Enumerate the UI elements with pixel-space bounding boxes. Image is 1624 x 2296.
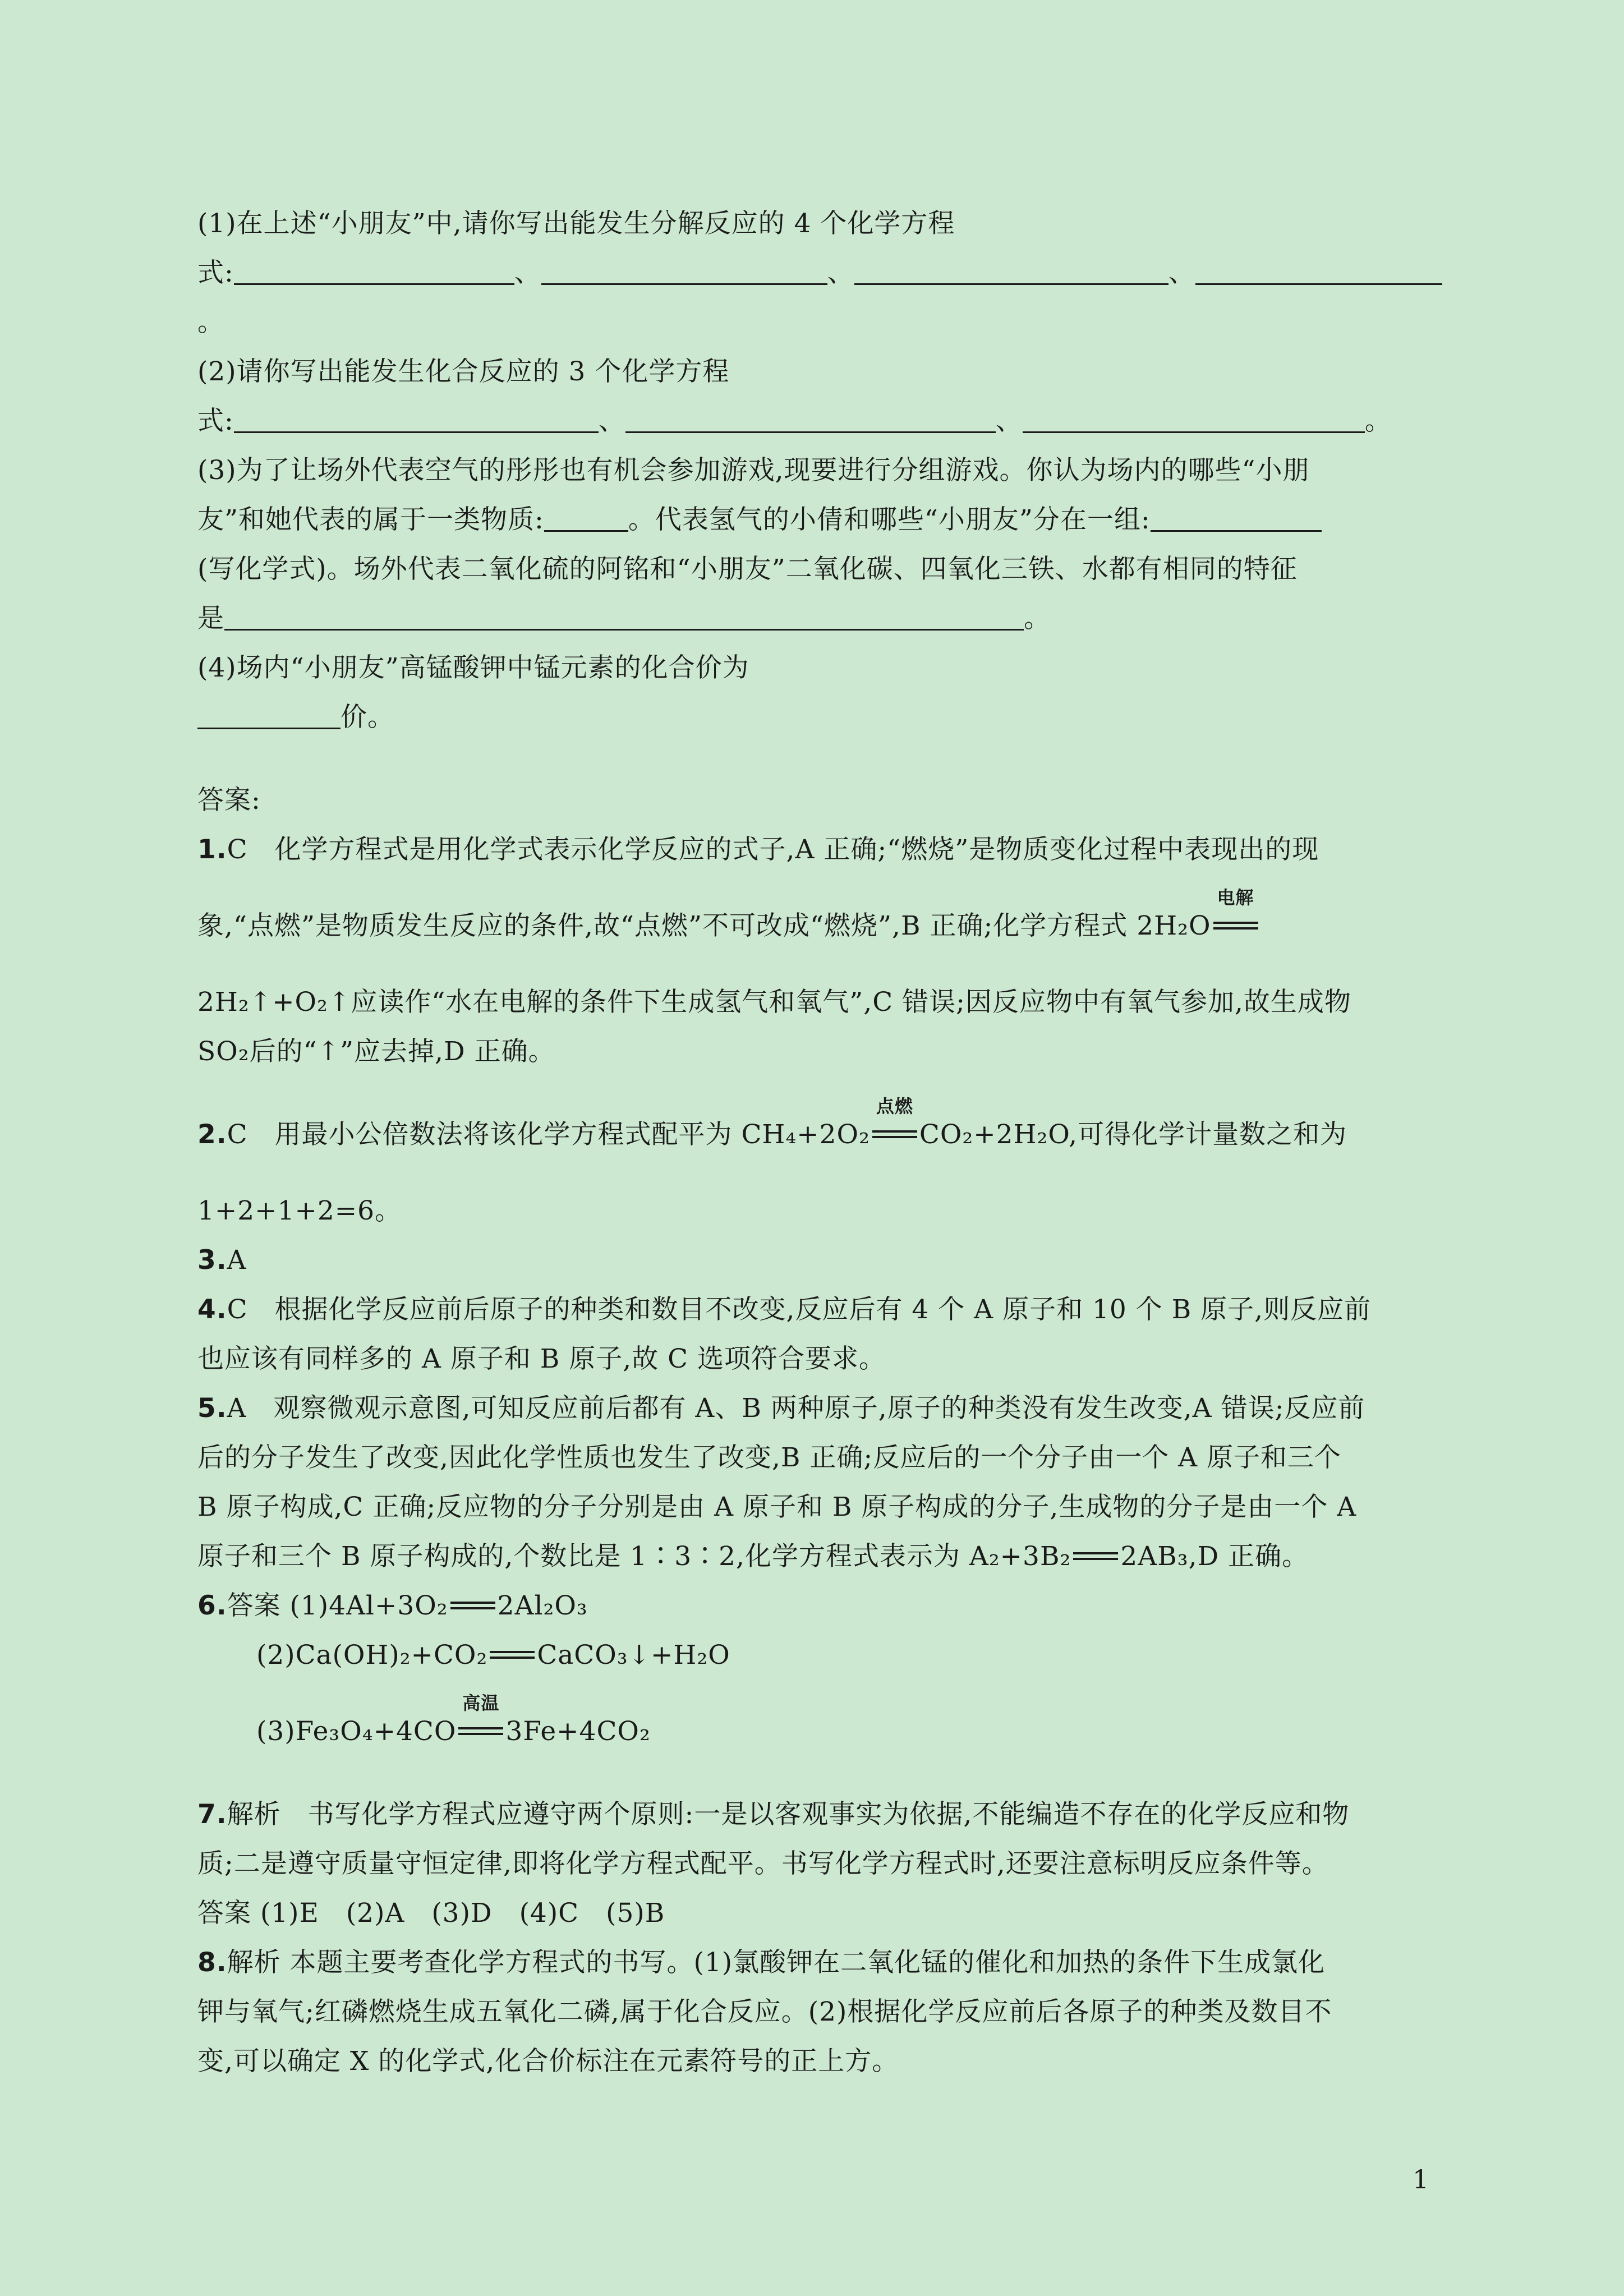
answer-7-line3: 答案 (1)E (2)A (3)D (4)C (5)B	[197, 1898, 665, 1929]
answer-5: 5.A 观察微观示意图,可知反应前后都有 A、B 两种原子,原子的种类没有发生改变,A 错误;反应前	[197, 1393, 1365, 1424]
answer-7-line2: 质;二是遵守质量守恒定律,即将化学方程式配平。书写化学方程式时,还要注意标明反应条件等。	[197, 1848, 1329, 1879]
answer-2: 2.C 用最小公倍数法将该化学方程式配平为 CH₄+2O₂ 点燃 CO₂+2H₂O,可得化学计量数之和为	[197, 1096, 1347, 1150]
answer-1-line2: 象,“点燃”是物质发生反应的条件,故“点燃”不可改成“燃烧”,B 正确;化学方程式 2H₂O 电解	[197, 901, 1429, 951]
answer-blank[interactable]	[1151, 499, 1322, 532]
question-4: (4)场内“小朋友”高锰酸钾中锰元素的化合价为	[197, 652, 749, 683]
reaction-equals-sign	[449, 1589, 496, 1617]
reaction-equals-sign: 高温	[457, 1714, 504, 1742]
answer-blank[interactable]	[854, 252, 1168, 285]
answer-1-line3: 2H₂↑+O₂↑应读作“水在电解的条件下生成氢气和氧气”,C 错误;因反应物中有氧气参加,故生成物	[197, 987, 1351, 1018]
reaction-equals-sign	[489, 1638, 536, 1666]
answer-5-line4: 原子和三个 B 原子构成的,个数比是 1∶3∶2,化学方程式表示为 A₂+3B₂ 2AB₃,D 正确。	[197, 1532, 1429, 1581]
answer-1-line4: SO₂后的“↑”应去掉,D 正确。	[197, 1036, 555, 1067]
answer-4-line2: 也应该有同样多的 A 原子和 B 原子,故 C 选项符合要求。	[197, 1343, 886, 1374]
answer-8-line2: 钾与氧气;红磷燃烧生成五氧化二磷,属于化合反应。(2)根据化学反应前后各原子的种类及数目不	[197, 1996, 1332, 2027]
answer-blank[interactable]	[234, 252, 514, 285]
question-3-line2: 友”和她代表的属于一类物质: 。代表氢气的小倩和哪些“小朋友”分在一组:	[197, 495, 1429, 545]
reaction-equals-sign: 点燃	[871, 1117, 918, 1145]
answer-blank[interactable]	[1195, 252, 1442, 285]
answer-5-line3: B 原子构成,C 正确;反应物的分子分别是由 A 原子和 B 原子构成的分子,生成物的分子是由一个 A	[197, 1492, 1357, 1522]
reaction-equals-sign	[1072, 1539, 1119, 1567]
answer-8-line3: 变,可以确定 X 的化学式,化合价标注在元素符号的正上方。	[197, 2046, 899, 2077]
answer-blank[interactable]	[625, 400, 996, 433]
answer-3: 3.A	[197, 1245, 247, 1276]
answer-6-eq3: (3)Fe₃O₄+4CO 高温 3Fe+4CO₂	[256, 1692, 651, 1747]
question-3-line4: 是 。	[197, 594, 1429, 643]
answer-blank[interactable]	[544, 499, 628, 532]
answers-heading: 答案:	[197, 785, 261, 816]
reaction-equals-sign: 电解	[1212, 909, 1259, 937]
question-1-end: 。	[197, 307, 224, 338]
answer-blank[interactable]	[224, 597, 1024, 631]
answer-5-line2: 后的分子发生了改变,因此化学性质也发生了改变,B 正确;反应后的一个分子由一个 A 原子和三个	[197, 1442, 1342, 1473]
page-number: 1	[1413, 2164, 1429, 2194]
answer-blank[interactable]	[197, 696, 341, 729]
question-2-blanks: 式: 、 、 。	[197, 397, 1429, 446]
question-2: (2)请你写出能发生化合反应的 3 个化学方程	[197, 356, 730, 387]
answer-4: 4.C 根据化学反应前后原子的种类和数目不改变,反应后有 4 个 A 原子和 10 个 B 原子,则反应前	[197, 1294, 1372, 1325]
answer-7: 7.解析 书写化学方程式应遵守两个原则:一是以客观事实为依据,不能编造不存在的化学反应和物	[197, 1799, 1350, 1830]
answer-8: 8.解析 本题主要考查化学方程式的书写。(1)氯酸钾在二氧化锰的催化和加热的条件下生成氯化	[197, 1947, 1326, 1978]
answer-6: 6.答案 (1)4Al+3O₂ 2Al₂O₃	[197, 1581, 1429, 1631]
question-1-blanks: 式: 、 、 、	[197, 249, 1429, 298]
answer-blank[interactable]	[1023, 400, 1365, 433]
document-body	[197, 199, 1429, 2086]
answer-blank[interactable]	[541, 252, 827, 285]
answer-blank[interactable]	[234, 400, 599, 433]
question-1: (1)在上述“小朋友”中,请你写出能发生分解反应的 4 个化学方程	[197, 208, 955, 239]
question-3-line3: (写化学式)。场外代表二氧化硫的阿铭和“小朋友”二氧化碳、四氧化三铁、水都有相同的特征	[197, 554, 1298, 585]
question-4-blank: 价。	[197, 693, 1429, 742]
question-3: (3)为了让场外代表空气的彤彤也有机会参加游戏,现要进行分组游戏。你认为场内的哪些“小朋	[197, 455, 1310, 486]
answer-2-line2: 1+2+1+2=6。	[197, 1195, 402, 1226]
answer-6-eq2: (2)Ca(OH)₂+CO₂ CaCO₃↓+H₂O	[197, 1631, 1429, 1680]
answer-1: 1.C 化学方程式是用化学式表示化学反应的式子,A 正确;“燃烧”是物质变化过程中表现出的现	[197, 834, 1319, 865]
